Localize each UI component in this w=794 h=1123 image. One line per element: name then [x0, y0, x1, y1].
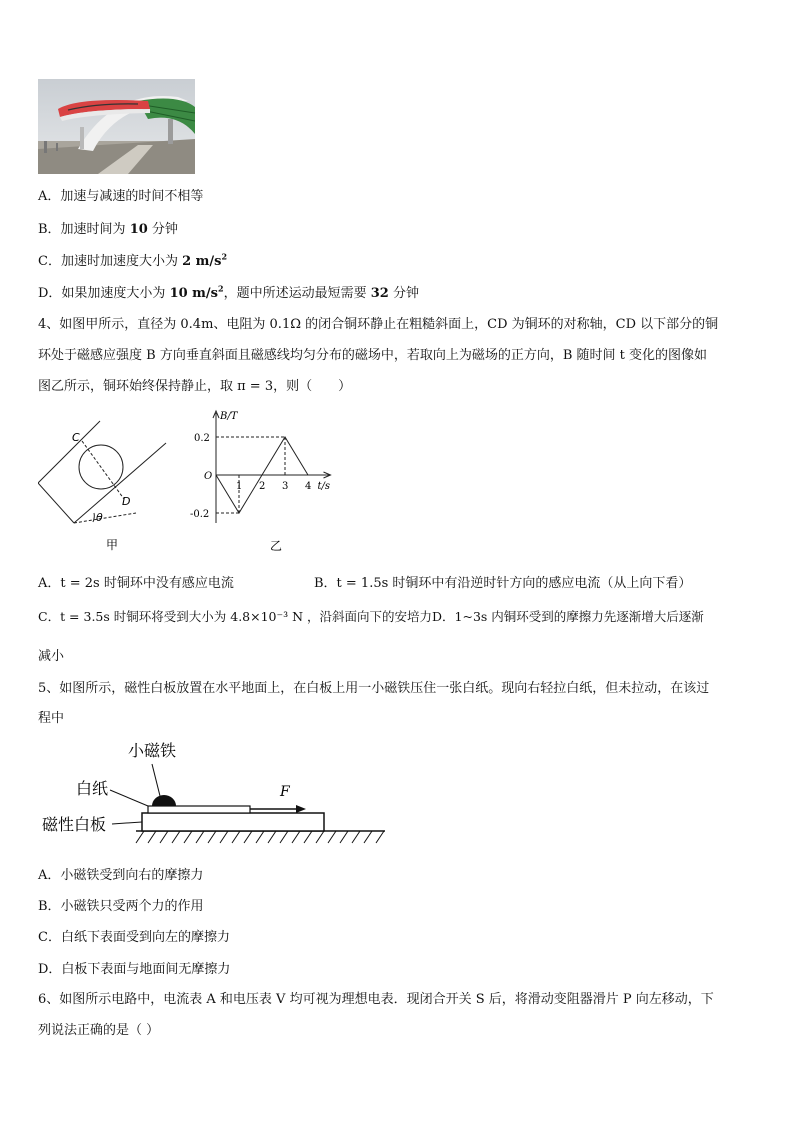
q3-option-c-value: 2 m/s: [182, 254, 222, 269]
q3-option-b-unit: 分钟: [147, 222, 178, 237]
q5-stem-line-2: 程中: [38, 711, 65, 726]
hyperloop-photo: [38, 79, 195, 174]
q4-stem-line-1: 4、如图甲所示，直径为 0.4m、电阻为 0.1Ω 的闭合铜环静止在粗糙斜面上，CD 为铜环的对称轴，CD 以下部分的铜: [38, 317, 719, 332]
paper-label: 白纸: [76, 779, 109, 798]
q6-stem-line-2: 列说法正确的是（ ）: [38, 1023, 160, 1038]
q3-option-d-text: D．如果加速度大小为: [38, 286, 170, 301]
q6-stem-line-1: 6、如图所示电路中，电流表 A 和电压表 V 均可视为理想电表．现闭合开关 S 后，将滑动变阻器滑片 P 向左移动，下: [38, 992, 714, 1007]
q3-option-b-text: B．加速时间为: [38, 222, 130, 237]
q5-option-b: B．小磁铁只受两个力的作用: [38, 899, 204, 914]
q3-option-c-sup: 2: [221, 251, 228, 262]
y-axis-label: B/T: [220, 411, 238, 422]
q4-option-c-text: C．t = 3.5s 时铜环将受到大小为 4.8×10⁻³ N ，沿斜面向下的安培力: [38, 609, 433, 624]
q3-option-b-value: 10: [129, 222, 148, 237]
x-tick-2: 2: [259, 481, 266, 492]
q3-option-d-value2: 32: [370, 286, 389, 301]
label-theta: θ: [96, 511, 103, 524]
q4-option-c: [38, 607, 704, 625]
q4-option-b: B．t = 1.5s 时铜环中有沿逆时针方向的感应电流（从上向下看）: [314, 576, 692, 591]
q4-figure-a: [38, 415, 173, 555]
magnet-label: 小磁铁: [128, 741, 177, 760]
origin-label: O: [204, 471, 213, 482]
q5-option-a: A．小磁铁受到向右的摩擦力: [38, 868, 204, 883]
q3-option-d-value: 10 m/s: [169, 286, 219, 301]
q5-option-c: C．白纸下表面受到向左的摩擦力: [38, 930, 230, 945]
force-label: F: [280, 784, 290, 800]
q4-stem-line-3: 图乙所示，铜环始终保持静止，取 π = 3，则（ ）: [38, 379, 352, 394]
q5-stem-line-1: 5、如图所示，磁性白板放置在水平地面上，在白板上用一小磁铁压住一张白纸。现向右轻拉白纸，但未拉动，在该过: [38, 681, 710, 696]
q4-figure-b: [190, 405, 350, 555]
x-axis-label: t/s: [317, 481, 331, 492]
board-label: 磁性白板: [42, 815, 107, 834]
x-tick-4: 4: [305, 481, 312, 492]
caption-jia: 甲: [106, 538, 119, 552]
bt-graph: [190, 405, 350, 555]
q3-option-d-sup: 2: [218, 283, 224, 294]
q4-option-d-text: D．1~3s 内铜环受到的摩擦力先逐渐增大后逐渐: [432, 609, 704, 624]
x-tick-1: 1: [236, 481, 243, 492]
q3-option-d-unit: 分钟: [388, 286, 419, 301]
q3-option-d: [38, 282, 419, 301]
q3-option-a: A．加速与减速的时间不相等: [38, 189, 204, 204]
q3-option-b: [38, 218, 178, 237]
label-d: D: [122, 495, 131, 508]
q5-figure: [40, 738, 385, 850]
q4-stem-line-2: 环处于磁感应强度 B 方向垂直斜面且磁感线均匀分布的磁场中，若取向上为磁场的正方向，B 随时间 t 变化的图像如: [38, 348, 707, 363]
q3-option-d-mid: ，题中所述运动最短需要: [223, 286, 371, 301]
q3-option-c-text: C．加速时加速度大小为: [38, 254, 183, 269]
q4-option-a: A．t = 2s 时铜环中没有感应电流: [38, 576, 234, 591]
y-tick-neg: -0.2: [190, 509, 210, 520]
q5-option-d: D．白板下表面与地面间无摩擦力: [38, 962, 231, 977]
q4-option-d-cont: 减小: [38, 649, 65, 664]
x-tick-3: 3: [282, 481, 289, 492]
caption-yi: 乙: [270, 539, 283, 553]
y-tick-pos: 0.2: [194, 433, 210, 444]
label-c: C: [72, 431, 80, 444]
q3-option-c: [38, 250, 227, 269]
